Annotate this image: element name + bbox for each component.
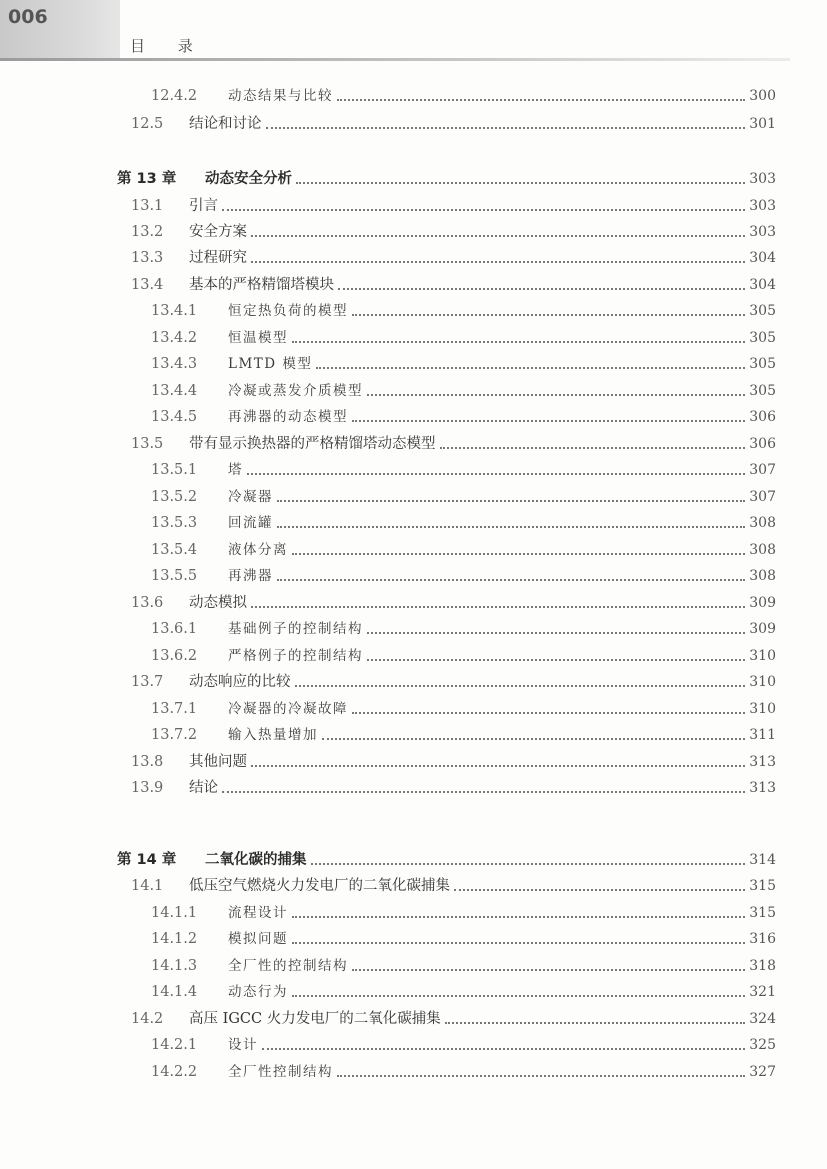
toc-entry (151, 953, 776, 975)
toc-entry (151, 351, 776, 373)
toc-title: 结论和讨论 (189, 116, 262, 132)
toc-title: 输入热量增加 (228, 727, 318, 743)
dot-leader (251, 235, 745, 237)
toc-number: 14.2.1 (151, 1037, 198, 1053)
toc-title: 全厂性的控制结构 (228, 958, 348, 974)
toc-title: 动态响应的比较 (189, 674, 291, 690)
toc-title: 动态安全分析 (205, 171, 292, 187)
toc-page-number: 310 (749, 648, 776, 664)
toc-title: 恒温模型 (228, 330, 288, 346)
dot-leader (337, 1075, 745, 1077)
dot-leader (277, 579, 745, 581)
toc-number: 第 14 章 (117, 852, 177, 868)
toc-number: 13.7 (131, 674, 164, 690)
toc-title: 恒定热负荷的模型 (228, 303, 348, 319)
toc-title: 流程设计 (228, 905, 288, 921)
toc-title: 带有显示换热器的严格精馏塔动态模型 (189, 436, 436, 452)
dot-leader (338, 288, 745, 290)
toc-number: 13.4.1 (151, 303, 198, 319)
toc-title: 动态行为 (228, 984, 288, 1000)
dot-leader (251, 261, 745, 263)
toc-title: 冷凝或蒸发介质模型 (228, 383, 363, 399)
toc-page-number: 311 (749, 727, 776, 743)
toc-page-number: 308 (749, 568, 776, 584)
toc-page-number: 324 (749, 1011, 776, 1027)
toc-number: 14.2.2 (151, 1064, 198, 1080)
toc-entry (131, 873, 776, 895)
dot-leader (311, 863, 746, 865)
toc-page-number: 313 (749, 780, 776, 796)
toc-title: 高压 IGCC 火力发电厂的二氧化碳捕集 (189, 1011, 441, 1027)
dot-leader (262, 1048, 745, 1050)
toc-title: LMTD 模型 (228, 356, 313, 372)
toc-entry (131, 749, 776, 771)
dot-leader (292, 916, 745, 918)
toc-entry (131, 272, 776, 294)
toc-page-number: 306 (749, 436, 776, 452)
toc-entry (151, 1032, 776, 1054)
toc-entry (151, 979, 776, 1001)
dot-leader (251, 606, 745, 608)
toc-number: 13.4.4 (151, 383, 198, 399)
toc-number: 13.5.1 (151, 462, 198, 478)
dot-leader (292, 553, 745, 555)
toc-title: 动态结果与比较 (228, 88, 333, 104)
dot-leader (266, 127, 746, 129)
dot-leader (367, 632, 745, 634)
toc-number: 13.4 (131, 277, 164, 293)
toc-entry (151, 510, 776, 532)
toc-page-number: 305 (749, 356, 776, 372)
toc-page-number: 313 (749, 754, 776, 770)
dot-leader (277, 500, 745, 502)
toc-page-number: 307 (749, 462, 776, 478)
toc-page-number: 321 (749, 984, 776, 1000)
toc-entry (151, 696, 776, 718)
toc-page-number: 303 (749, 171, 776, 187)
toc-entry (151, 457, 776, 479)
toc-page-number: 310 (749, 701, 776, 717)
dot-leader (292, 341, 745, 343)
running-head: 目 录 (130, 37, 207, 55)
dot-leader (322, 738, 745, 740)
toc-page-number: 300 (749, 88, 776, 104)
toc-entry (151, 643, 776, 665)
toc-title: 液体分离 (228, 542, 288, 558)
toc-number: 13.5 (131, 436, 164, 452)
dot-leader (445, 1022, 746, 1024)
dot-leader (292, 995, 745, 997)
dot-leader (296, 182, 745, 184)
dot-leader (222, 209, 745, 211)
toc-entry (131, 669, 776, 691)
dot-leader (454, 889, 745, 891)
toc-page-number: 309 (749, 595, 776, 611)
toc-entry (151, 1059, 776, 1081)
toc-page-number: 327 (749, 1064, 776, 1080)
toc-page-number: 305 (749, 303, 776, 319)
toc-title: 冷凝器的冷凝故障 (228, 701, 348, 717)
toc-number: 13.2 (131, 224, 164, 240)
toc-entry (131, 193, 776, 215)
toc-title: 安全方案 (189, 224, 247, 240)
dot-leader (292, 942, 745, 944)
dot-leader (316, 367, 745, 369)
toc-number: 13.6.2 (151, 648, 198, 664)
toc-page-number: 304 (749, 250, 776, 266)
toc-number: 13.5.5 (151, 568, 198, 584)
dot-leader (222, 791, 745, 793)
toc-entry (151, 298, 776, 320)
toc-entry (131, 111, 776, 133)
toc-page-number: 308 (749, 542, 776, 558)
toc-entry (131, 775, 776, 797)
toc-number: 13.6.1 (151, 621, 198, 637)
toc-page-number: 305 (749, 383, 776, 399)
toc-number: 14.2 (131, 1011, 164, 1027)
toc-page-number: 304 (749, 277, 776, 293)
toc-page-number: 325 (749, 1037, 776, 1053)
toc-number: 14.1.2 (151, 931, 198, 947)
toc-entry (151, 83, 776, 105)
toc-page-number: 301 (749, 116, 776, 132)
toc-title: 二氧化碳的捕集 (205, 852, 307, 868)
toc-number: 13.7.1 (151, 701, 198, 717)
toc-entry (151, 325, 776, 347)
toc-number: 14.1.4 (151, 984, 198, 1000)
toc-number: 14.1.1 (151, 905, 198, 921)
toc-entry (151, 484, 776, 506)
toc-title: 引言 (189, 198, 218, 214)
toc-entry (131, 245, 776, 267)
toc-number: 13.5.3 (151, 515, 198, 531)
toc-entry (151, 404, 776, 426)
toc-title: 全厂性控制结构 (228, 1064, 333, 1080)
toc-number: 14.1 (131, 878, 164, 894)
toc-entry (151, 537, 776, 559)
dot-leader (277, 526, 745, 528)
toc-entry (131, 590, 776, 612)
toc-title: 结论 (189, 780, 218, 796)
dot-leader (367, 394, 745, 396)
toc-title: 模拟问题 (228, 931, 288, 947)
toc-page-number: 310 (749, 674, 776, 690)
dot-leader (352, 314, 745, 316)
toc-page-number: 315 (749, 878, 776, 894)
toc-number: 14.1.3 (151, 958, 198, 974)
toc-title: 动态模拟 (189, 595, 247, 611)
toc-entry (131, 219, 776, 241)
toc-title: 塔 (228, 462, 243, 478)
toc-chapter-entry (117, 166, 776, 188)
dot-leader (352, 969, 745, 971)
toc-number: 13.4.3 (151, 356, 198, 372)
toc-title: 回流罐 (228, 515, 273, 531)
toc-number: 13.4.5 (151, 409, 198, 425)
toc-entry (151, 616, 776, 638)
toc-title: 再沸器的动态模型 (228, 409, 348, 425)
toc-number: 12.4.2 (151, 88, 198, 104)
toc-title: 低压空气燃烧火力发电厂的二氧化碳捕集 (189, 878, 450, 894)
toc-page-number: 316 (749, 931, 776, 947)
toc-number: 12.5 (131, 116, 164, 132)
dot-leader (352, 420, 745, 422)
toc-entry (151, 722, 776, 744)
toc-title: 严格例子的控制结构 (228, 648, 363, 664)
dot-leader (295, 685, 746, 687)
toc-page-number: 307 (749, 489, 776, 505)
toc-entry (151, 900, 776, 922)
toc-page-number: 303 (749, 224, 776, 240)
toc-title: 基础例子的控制结构 (228, 621, 363, 637)
toc-number: 第 13 章 (117, 171, 177, 187)
dot-leader (352, 712, 745, 714)
toc-number: 13.8 (131, 754, 164, 770)
toc-title: 其他问题 (189, 754, 247, 770)
toc-entry (131, 431, 776, 453)
dot-leader (337, 99, 745, 101)
toc-entry (151, 926, 776, 948)
dot-leader (367, 659, 745, 661)
dot-leader (440, 447, 746, 449)
toc-chapter-entry (117, 847, 776, 869)
toc-page-number: 309 (749, 621, 776, 637)
toc-title: 冷凝器 (228, 489, 273, 505)
toc-title: 设计 (228, 1037, 258, 1053)
toc-number: 13.4.2 (151, 330, 198, 346)
toc-page-number: 305 (749, 330, 776, 346)
toc-page-number: 314 (749, 852, 776, 868)
header-rule (0, 58, 790, 61)
toc-page-number: 318 (749, 958, 776, 974)
toc-number: 13.6 (131, 595, 164, 611)
dot-leader (251, 765, 745, 767)
toc-number: 13.5.4 (151, 542, 198, 558)
toc-entry (131, 1006, 776, 1028)
toc-entry (151, 378, 776, 400)
toc-page-number: 315 (749, 905, 776, 921)
toc-number: 13.9 (131, 780, 164, 796)
page-number: 006 (8, 6, 48, 28)
toc-number: 13.5.2 (151, 489, 198, 505)
toc-number: 13.7.2 (151, 727, 198, 743)
toc-entry (151, 563, 776, 585)
dot-leader (247, 473, 745, 475)
toc-title: 基本的严格精馏塔模块 (189, 277, 334, 293)
toc-number: 13.1 (131, 198, 164, 214)
toc-title: 过程研究 (189, 250, 247, 266)
toc-page-number: 303 (749, 198, 776, 214)
toc-number: 13.3 (131, 250, 164, 266)
toc-page-number: 308 (749, 515, 776, 531)
toc-title: 再沸器 (228, 568, 273, 584)
toc-page-number: 306 (749, 409, 776, 425)
